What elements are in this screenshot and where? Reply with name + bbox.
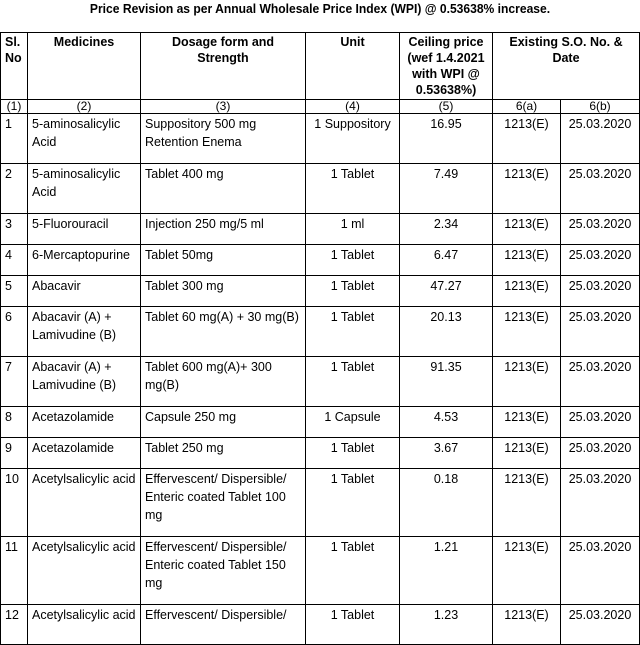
table-row: [1, 245, 640, 276]
header-dosage: Dosage form and Strength: [141, 33, 306, 100]
ceiling-price-cell: 20.13: [400, 307, 493, 357]
column-number-row: [1, 100, 640, 114]
ceiling-price-cell: 1.21: [400, 537, 493, 605]
so-date-cell: 25.03.2020: [561, 357, 640, 407]
sl-cell: 10: [1, 469, 28, 537]
sl-cell: 6: [1, 307, 28, 357]
header-row: [1, 33, 640, 100]
so-date-cell: 25.03.2020: [561, 407, 640, 438]
table-row: [1, 357, 640, 407]
header-existing-so: Existing S.O. No. & Date: [493, 33, 640, 100]
medicine-cell: 5-aminosalicylic Acid: [28, 114, 141, 164]
unit-cell: 1 Suppository: [306, 114, 400, 164]
so-number-cell: 1213(E): [493, 605, 561, 645]
sl-cell: 2: [1, 164, 28, 214]
medicine-cell: Acetazolamide: [28, 407, 141, 438]
so-number-cell: 1213(E): [493, 537, 561, 605]
ceiling-price-cell: 16.95: [400, 114, 493, 164]
unit-cell: 1 Tablet: [306, 605, 400, 645]
price-table: [0, 32, 640, 645]
sl-cell: 3: [1, 214, 28, 245]
sl-cell: 9: [1, 438, 28, 469]
so-number-cell: 1213(E): [493, 469, 561, 537]
header-sl-no: Sl. No: [1, 33, 28, 100]
medicine-cell: 6-Mercaptopurine: [28, 245, 141, 276]
unit-cell: 1 Tablet: [306, 357, 400, 407]
table-row: [1, 276, 640, 307]
so-number-cell: 1213(E): [493, 307, 561, 357]
table-row: [1, 407, 640, 438]
unit-cell: 1 Tablet: [306, 438, 400, 469]
ceiling-price-cell: 0.18: [400, 469, 493, 537]
dosage-cell: Injection 250 mg/5 ml: [141, 214, 306, 245]
so-date-cell: 25.03.2020: [561, 469, 640, 537]
sl-cell: 11: [1, 537, 28, 605]
so-date-cell: 25.03.2020: [561, 214, 640, 245]
medicine-cell: Abacavir: [28, 276, 141, 307]
dosage-cell: Capsule 250 mg: [141, 407, 306, 438]
ceiling-price-cell: 7.49: [400, 164, 493, 214]
ceiling-price-cell: 4.53: [400, 407, 493, 438]
so-number-cell: 1213(E): [493, 245, 561, 276]
dosage-cell: Suppository 500 mg Retention Enema: [141, 114, 306, 164]
so-date-cell: 25.03.2020: [561, 438, 640, 469]
so-date-cell: 25.03.2020: [561, 537, 640, 605]
dosage-cell: Effervescent/ Dispersible/: [141, 605, 306, 645]
so-number-cell: 1213(E): [493, 407, 561, 438]
unit-cell: 1 Tablet: [306, 469, 400, 537]
so-date-cell: 25.03.2020: [561, 605, 640, 645]
sl-cell: 12: [1, 605, 28, 645]
table-row: [1, 537, 640, 605]
ceiling-price-cell: 2.34: [400, 214, 493, 245]
unit-cell: 1 Tablet: [306, 164, 400, 214]
medicine-cell: Abacavir (A) + Lamivudine (B): [28, 357, 141, 407]
dosage-cell: Tablet 250 mg: [141, 438, 306, 469]
unit-cell: 1 Capsule: [306, 407, 400, 438]
unit-cell: 1 Tablet: [306, 307, 400, 357]
col-number: 6(a): [493, 100, 561, 114]
table-row: [1, 605, 640, 645]
ceiling-price-cell: 6.47: [400, 245, 493, 276]
sl-cell: 8: [1, 407, 28, 438]
so-date-cell: 25.03.2020: [561, 276, 640, 307]
table-row: [1, 307, 640, 357]
dosage-cell: Tablet 50mg: [141, 245, 306, 276]
unit-cell: 1 Tablet: [306, 245, 400, 276]
ceiling-price-cell: 47.27: [400, 276, 493, 307]
so-date-cell: 25.03.2020: [561, 114, 640, 164]
so-date-cell: 25.03.2020: [561, 164, 640, 214]
table-row: [1, 214, 640, 245]
unit-cell: 1 Tablet: [306, 276, 400, 307]
so-number-cell: 1213(E): [493, 214, 561, 245]
medicine-cell: Acetazolamide: [28, 438, 141, 469]
medicine-cell: Acetylsalicylic acid: [28, 605, 141, 645]
so-date-cell: 25.03.2020: [561, 245, 640, 276]
so-date-cell: 25.03.2020: [561, 307, 640, 357]
dosage-cell: Tablet 400 mg: [141, 164, 306, 214]
col-number: (1): [1, 100, 28, 114]
header-ceiling-price: Ceiling price (wef 1.4.2021 with WPI @ 0.53638%): [400, 33, 493, 100]
dosage-cell: Tablet 300 mg: [141, 276, 306, 307]
col-number: (4): [306, 100, 400, 114]
medicine-cell: 5-Fluorouracil: [28, 214, 141, 245]
sl-cell: 5: [1, 276, 28, 307]
so-number-cell: 1213(E): [493, 164, 561, 214]
unit-cell: 1 ml: [306, 214, 400, 245]
table-row: [1, 469, 640, 537]
ceiling-price-cell: 1.23: [400, 605, 493, 645]
medicine-cell: 5-aminosalicylic Acid: [28, 164, 141, 214]
sl-cell: 4: [1, 245, 28, 276]
so-number-cell: 1213(E): [493, 114, 561, 164]
ceiling-price-cell: 3.67: [400, 438, 493, 469]
col-number: (2): [28, 100, 141, 114]
medicine-cell: Acetylsalicylic acid: [28, 469, 141, 537]
page-title: Price Revision as per Annual Wholesale Price Index (WPI) @ 0.53638% increase.: [89, 1, 551, 16]
medicine-cell: Abacavir (A) + Lamivudine (B): [28, 307, 141, 357]
dosage-cell: Effervescent/ Dispersible/ Enteric coated Tablet 150 mg: [141, 537, 306, 605]
col-number: 6(b): [561, 100, 640, 114]
col-number: (3): [141, 100, 306, 114]
table-row: [1, 114, 640, 164]
dosage-cell: Tablet 60 mg(A) + 30 mg(B): [141, 307, 306, 357]
header-unit: Unit: [306, 33, 400, 100]
header-medicines: Medicines: [28, 33, 141, 100]
sl-cell: 1: [1, 114, 28, 164]
sl-cell: 7: [1, 357, 28, 407]
col-number: (5): [400, 100, 493, 114]
dosage-cell: Tablet 600 mg(A)+ 300 mg(B): [141, 357, 306, 407]
unit-cell: 1 Tablet: [306, 537, 400, 605]
dosage-cell: Effervescent/ Dispersible/ Enteric coated Tablet 100 mg: [141, 469, 306, 537]
so-number-cell: 1213(E): [493, 276, 561, 307]
ceiling-price-cell: 91.35: [400, 357, 493, 407]
medicine-cell: Acetylsalicylic acid: [28, 537, 141, 605]
table-row: [1, 164, 640, 214]
so-number-cell: 1213(E): [493, 357, 561, 407]
table-row: [1, 438, 640, 469]
so-number-cell: 1213(E): [493, 438, 561, 469]
